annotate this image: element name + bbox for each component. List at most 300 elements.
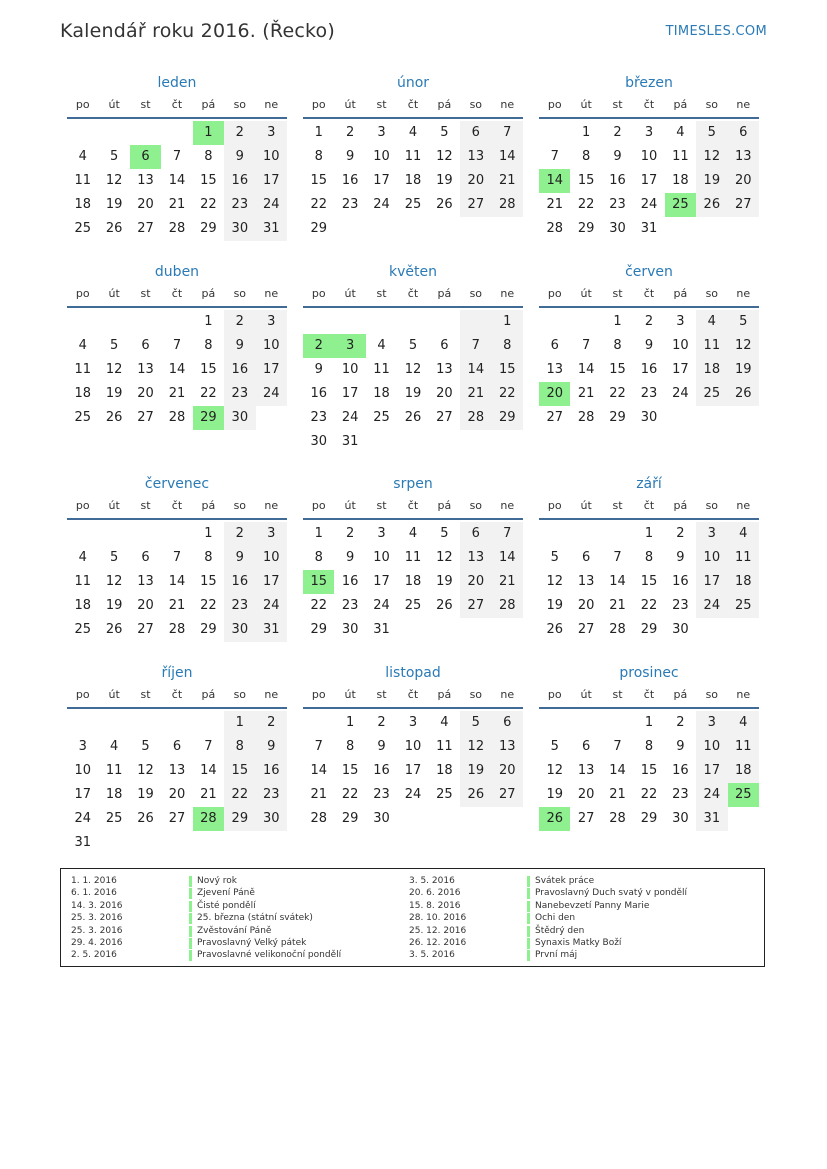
empty-cell bbox=[67, 711, 98, 735]
day-cell: 1 bbox=[193, 121, 224, 145]
day-cell: 13 bbox=[460, 546, 491, 570]
day-cell: 15 bbox=[640, 574, 658, 589]
day-cell: 29 bbox=[200, 622, 217, 637]
day-grid bbox=[67, 522, 287, 642]
day-cell: 17 bbox=[640, 173, 658, 188]
weekday-label: so bbox=[233, 688, 247, 701]
day-cell: 28 bbox=[310, 811, 327, 826]
day-cell: 19 bbox=[436, 574, 453, 589]
day-cell: 29 bbox=[492, 406, 523, 430]
day-cell: 26 bbox=[105, 410, 123, 425]
weekday-label: út bbox=[580, 98, 592, 111]
day-cell: 24 bbox=[256, 193, 287, 217]
day-cell: 28 bbox=[492, 594, 523, 618]
empty-cell bbox=[460, 217, 491, 241]
weekday-label: ne bbox=[736, 499, 751, 512]
month-srpen bbox=[303, 474, 523, 642]
day-cell: 11 bbox=[672, 149, 689, 164]
day-cell: 8 bbox=[644, 739, 654, 754]
day-cell: 23 bbox=[224, 382, 255, 406]
day-cell: 21 bbox=[609, 787, 626, 802]
day-cell: 16 bbox=[672, 763, 689, 778]
empty-cell bbox=[492, 618, 523, 642]
day-cell: 20 bbox=[137, 386, 154, 401]
weekday-label: so bbox=[469, 98, 483, 111]
day-cell: 31 bbox=[640, 221, 658, 236]
weekday-label: út bbox=[108, 287, 120, 300]
weekday-label: pá bbox=[673, 688, 688, 701]
day-cell: 10 bbox=[373, 550, 390, 565]
day-cell: 6 bbox=[130, 145, 161, 169]
weekday-label: ne bbox=[736, 287, 751, 300]
day-cell: 5 bbox=[460, 711, 491, 735]
day-cell: 25 bbox=[373, 410, 390, 425]
weekday-label: čt bbox=[407, 98, 419, 111]
weekday-label: pá bbox=[437, 499, 452, 512]
day-cell: 4 bbox=[78, 338, 87, 353]
legend-date: 25. 3. 2016 bbox=[71, 913, 123, 924]
page-title: Kalendář roku 2016. (Řecko) bbox=[60, 20, 335, 42]
day-cell: 3 bbox=[256, 310, 287, 334]
day-cell: 12 bbox=[436, 550, 453, 565]
day-cell: 17 bbox=[404, 763, 422, 778]
day-cell: 8 bbox=[581, 149, 591, 164]
holiday-color-marker bbox=[189, 876, 192, 887]
day-cell: 16 bbox=[341, 173, 359, 188]
weekday-label: pá bbox=[437, 98, 452, 111]
day-cell: 12 bbox=[105, 173, 123, 188]
day-cell: 30 bbox=[640, 410, 658, 425]
day-cell: 6 bbox=[581, 550, 591, 565]
day-cell: 22 bbox=[200, 386, 217, 401]
empty-cell bbox=[67, 121, 98, 145]
weekday-label: st bbox=[140, 499, 151, 512]
weekday-label: čt bbox=[171, 688, 183, 701]
month-name: únor bbox=[396, 75, 430, 91]
day-cell: 14 bbox=[609, 574, 626, 589]
day-cell: 3 bbox=[676, 314, 685, 329]
day-cell: 22 bbox=[200, 598, 217, 613]
empty-cell bbox=[492, 430, 523, 454]
month-name: červen bbox=[625, 264, 673, 280]
empty-cell bbox=[570, 522, 601, 546]
day-cell: 4 bbox=[78, 149, 87, 164]
empty-cell bbox=[366, 430, 397, 454]
day-cell: 16 bbox=[640, 362, 658, 377]
day-cell: 26 bbox=[546, 622, 563, 637]
day-cell: 3 bbox=[696, 522, 727, 546]
holiday-color-marker bbox=[527, 888, 530, 899]
day-cell: 2 bbox=[676, 715, 685, 730]
day-cell: 17 bbox=[74, 787, 91, 802]
day-cell: 24 bbox=[696, 783, 727, 807]
day-cell: 29 bbox=[310, 622, 327, 637]
holiday-color-marker bbox=[527, 938, 530, 949]
day-cell: 25 bbox=[74, 622, 91, 637]
empty-cell bbox=[130, 310, 161, 334]
day-cell: 28 bbox=[460, 406, 491, 430]
day-cell: 30 bbox=[224, 618, 255, 642]
weekday-label: pá bbox=[673, 287, 688, 300]
day-cell: 9 bbox=[224, 145, 255, 169]
weekday-label: út bbox=[580, 287, 592, 300]
day-cell: 18 bbox=[74, 197, 91, 212]
weekday-label: so bbox=[233, 98, 247, 111]
legend-holiday-name: Synaxis Matky Boží bbox=[535, 937, 622, 948]
day-cell: 5 bbox=[408, 338, 418, 353]
empty-cell bbox=[429, 807, 460, 831]
empty-cell bbox=[366, 217, 397, 241]
day-cell: 22 bbox=[341, 787, 359, 802]
day-cell: 29 bbox=[341, 811, 359, 826]
month-name: květen bbox=[389, 264, 437, 280]
day-cell: 28 bbox=[193, 807, 224, 831]
weekday-header bbox=[67, 685, 287, 709]
day-cell: 7 bbox=[314, 739, 323, 754]
day-cell: 13 bbox=[137, 173, 154, 188]
day-cell: 24 bbox=[341, 410, 359, 425]
day-cell: 24 bbox=[404, 787, 422, 802]
weekday-label: so bbox=[233, 287, 247, 300]
day-cell: 10 bbox=[256, 546, 287, 570]
day-cell: 4 bbox=[728, 522, 759, 546]
day-cell: 9 bbox=[613, 149, 622, 164]
day-cell: 28 bbox=[168, 221, 186, 236]
legend-date: 25. 12. 2016 bbox=[409, 925, 467, 936]
day-cell: 18 bbox=[404, 574, 422, 589]
month-únor bbox=[303, 73, 523, 241]
day-cell: 9 bbox=[345, 550, 355, 565]
day-cell: 5 bbox=[109, 550, 119, 565]
weekday-label: út bbox=[108, 688, 120, 701]
day-cell: 8 bbox=[345, 739, 355, 754]
day-cell: 2 bbox=[303, 334, 334, 358]
weekday-header bbox=[67, 95, 287, 119]
day-cell: 1 bbox=[644, 526, 654, 541]
day-cell: 5 bbox=[440, 526, 449, 541]
day-cell: 26 bbox=[105, 622, 123, 637]
day-cell: 20 bbox=[460, 570, 491, 594]
day-cell: 31 bbox=[373, 622, 390, 637]
weekday-label: út bbox=[580, 688, 592, 701]
day-cell: 30 bbox=[609, 221, 626, 236]
site-link[interactable]: TIMESLES.COM bbox=[665, 24, 767, 39]
weekday-label: po bbox=[75, 688, 90, 701]
empty-cell bbox=[67, 310, 98, 334]
day-cell: 8 bbox=[314, 550, 323, 565]
day-cell: 24 bbox=[373, 197, 390, 212]
day-cell: 21 bbox=[492, 169, 523, 193]
legend-date: 1. 1. 2016 bbox=[71, 876, 117, 886]
day-cell: 22 bbox=[640, 598, 658, 613]
day-cell: 13 bbox=[168, 763, 186, 778]
legend-date: 15. 8. 2016 bbox=[409, 900, 461, 911]
day-cell: 10 bbox=[256, 334, 287, 358]
day-cell: 2 bbox=[345, 526, 355, 541]
empty-cell bbox=[602, 711, 633, 735]
day-cell: 15 bbox=[303, 570, 334, 594]
day-cell: 19 bbox=[404, 386, 422, 401]
day-cell: 27 bbox=[728, 193, 759, 217]
day-cell: 8 bbox=[204, 338, 213, 353]
day-cell: 21 bbox=[200, 787, 217, 802]
day-cell: 27 bbox=[137, 410, 154, 425]
day-cell: 25 bbox=[74, 221, 91, 236]
day-cell: 15 bbox=[640, 763, 658, 778]
day-cell: 13 bbox=[137, 574, 154, 589]
day-cell: 14 bbox=[310, 763, 327, 778]
day-cell: 17 bbox=[696, 570, 727, 594]
empty-cell bbox=[460, 310, 491, 334]
holiday-color-marker bbox=[189, 938, 192, 949]
day-cell: 18 bbox=[74, 386, 91, 401]
day-cell: 7 bbox=[172, 550, 182, 565]
weekday-label: pá bbox=[201, 98, 216, 111]
day-cell: 11 bbox=[373, 362, 390, 377]
day-cell: 23 bbox=[224, 193, 255, 217]
day-cell: 2 bbox=[224, 121, 255, 145]
empty-cell bbox=[397, 430, 428, 454]
weekday-label: ne bbox=[736, 688, 751, 701]
day-cell: 25 bbox=[74, 410, 91, 425]
empty-cell bbox=[429, 618, 460, 642]
day-grid bbox=[303, 121, 523, 241]
day-cell: 22 bbox=[609, 386, 626, 401]
day-cell: 7 bbox=[613, 739, 622, 754]
day-cell: 12 bbox=[696, 145, 727, 169]
weekday-label: st bbox=[140, 98, 151, 111]
day-cell: 12 bbox=[728, 334, 759, 358]
day-cell: 25 bbox=[404, 598, 422, 613]
day-cell: 5 bbox=[440, 125, 449, 140]
day-cell: 19 bbox=[728, 358, 759, 382]
weekday-label: pá bbox=[673, 98, 688, 111]
weekday-header bbox=[67, 496, 287, 520]
day-cell: 1 bbox=[204, 526, 213, 541]
day-cell: 1 bbox=[204, 314, 213, 329]
day-cell: 25 bbox=[404, 197, 422, 212]
day-cell: 19 bbox=[546, 598, 563, 613]
weekday-header bbox=[303, 284, 523, 308]
day-cell: 12 bbox=[436, 149, 453, 164]
day-cell: 2 bbox=[345, 125, 355, 140]
day-cell: 13 bbox=[728, 145, 759, 169]
day-cell: 18 bbox=[105, 787, 123, 802]
day-cell: 4 bbox=[109, 739, 119, 754]
day-cell: 19 bbox=[436, 173, 453, 188]
day-cell: 8 bbox=[492, 334, 523, 358]
legend-date: 6. 1. 2016 bbox=[71, 888, 117, 899]
weekday-label: ne bbox=[264, 98, 279, 111]
month-name: leden bbox=[157, 75, 197, 91]
empty-cell bbox=[193, 831, 224, 855]
day-cell: 3 bbox=[408, 715, 418, 730]
empty-cell bbox=[397, 310, 428, 334]
empty-cell bbox=[334, 217, 365, 241]
day-cell: 29 bbox=[640, 811, 658, 826]
weekday-label: st bbox=[376, 499, 387, 512]
legend-holiday-name: Zjevení Páně bbox=[197, 888, 255, 899]
weekday-label: čt bbox=[643, 499, 655, 512]
day-grid bbox=[539, 310, 759, 430]
day-cell: 22 bbox=[310, 598, 327, 613]
day-cell: 19 bbox=[137, 787, 154, 802]
weekday-label: po bbox=[547, 688, 562, 701]
weekday-label: út bbox=[580, 499, 592, 512]
weekday-label: so bbox=[469, 499, 483, 512]
day-cell: 21 bbox=[168, 386, 186, 401]
day-cell: 12 bbox=[105, 574, 123, 589]
empty-cell bbox=[397, 217, 428, 241]
day-cell: 20 bbox=[577, 598, 595, 613]
day-cell: 24 bbox=[696, 594, 727, 618]
empty-cell bbox=[539, 310, 570, 334]
day-cell: 19 bbox=[460, 759, 491, 783]
weekday-header bbox=[67, 284, 287, 308]
weekday-label: čt bbox=[171, 287, 183, 300]
weekday-label: st bbox=[376, 287, 387, 300]
weekday-label: so bbox=[705, 287, 719, 300]
day-cell: 10 bbox=[640, 149, 658, 164]
weekday-label: po bbox=[547, 98, 562, 111]
day-cell: 21 bbox=[460, 382, 491, 406]
day-cell: 31 bbox=[256, 217, 287, 241]
empty-cell bbox=[130, 522, 161, 546]
month-name: prosinec bbox=[619, 665, 679, 681]
holiday-color-marker bbox=[189, 950, 192, 961]
day-cell: 1 bbox=[581, 125, 591, 140]
day-grid bbox=[67, 310, 287, 430]
weekday-label: čt bbox=[407, 499, 419, 512]
legend-date: 2. 5. 2016 bbox=[71, 950, 117, 961]
weekday-label: ne bbox=[500, 499, 515, 512]
weekday-label: pá bbox=[437, 688, 452, 701]
day-cell: 7 bbox=[581, 338, 591, 353]
day-cell: 26 bbox=[728, 382, 759, 406]
day-cell: 7 bbox=[492, 121, 523, 145]
empty-cell bbox=[130, 711, 161, 735]
month-květen bbox=[303, 262, 523, 454]
day-cell: 17 bbox=[373, 574, 390, 589]
legend-holiday-name: Pravoslavný Duch svatý v pondělí bbox=[535, 888, 687, 899]
day-cell: 28 bbox=[492, 193, 523, 217]
legend-holiday-name: 25. března (státní svátek) bbox=[197, 913, 313, 924]
weekday-label: ne bbox=[736, 98, 751, 111]
day-cell: 6 bbox=[550, 338, 559, 353]
day-cell: 9 bbox=[676, 739, 685, 754]
legend-holiday-name: Svátek práce bbox=[535, 876, 595, 886]
day-cell: 26 bbox=[696, 193, 727, 217]
day-cell: 17 bbox=[341, 386, 359, 401]
day-cell: 30 bbox=[256, 807, 287, 831]
day-cell: 11 bbox=[404, 550, 422, 565]
day-cell: 7 bbox=[492, 522, 523, 546]
empty-cell bbox=[98, 831, 129, 855]
day-cell: 6 bbox=[492, 711, 523, 735]
day-cell: 22 bbox=[492, 382, 523, 406]
day-grid bbox=[539, 711, 759, 831]
day-cell: 10 bbox=[696, 735, 727, 759]
empty-cell bbox=[665, 406, 696, 430]
day-cell: 3 bbox=[334, 334, 365, 358]
legend-date: 26. 12. 2016 bbox=[409, 937, 467, 948]
day-cell: 31 bbox=[341, 434, 359, 449]
day-cell: 26 bbox=[436, 598, 453, 613]
day-cell: 28 bbox=[168, 410, 186, 425]
empty-cell bbox=[492, 807, 523, 831]
month-name: srpen bbox=[393, 476, 433, 492]
day-cell: 20 bbox=[492, 759, 523, 783]
day-cell: 17 bbox=[672, 362, 689, 377]
day-cell: 9 bbox=[224, 546, 255, 570]
empty-cell bbox=[570, 310, 601, 334]
day-cell: 20 bbox=[168, 787, 186, 802]
weekday-label: čt bbox=[643, 287, 655, 300]
holiday-color-marker bbox=[527, 876, 530, 887]
day-cell: 7 bbox=[172, 338, 182, 353]
day-cell: 12 bbox=[137, 763, 154, 778]
month-name: říjen bbox=[161, 665, 193, 681]
empty-cell bbox=[161, 711, 192, 735]
empty-cell bbox=[460, 430, 491, 454]
empty-cell bbox=[161, 121, 192, 145]
day-cell: 9 bbox=[377, 739, 386, 754]
weekday-label: po bbox=[311, 98, 326, 111]
day-cell: 2 bbox=[613, 125, 622, 140]
day-cell: 23 bbox=[672, 598, 689, 613]
day-cell: 15 bbox=[200, 362, 217, 377]
day-cell: 8 bbox=[314, 149, 323, 164]
day-cell: 26 bbox=[460, 783, 491, 807]
empty-cell bbox=[98, 310, 129, 334]
day-cell: 26 bbox=[539, 807, 570, 831]
day-grid bbox=[303, 711, 523, 831]
weekday-label: st bbox=[140, 287, 151, 300]
day-cell: 16 bbox=[224, 169, 255, 193]
day-cell: 15 bbox=[224, 759, 255, 783]
day-cell: 7 bbox=[172, 149, 182, 164]
weekday-label: st bbox=[376, 98, 387, 111]
empty-cell bbox=[193, 711, 224, 735]
weekday-label: po bbox=[75, 287, 90, 300]
weekday-label: st bbox=[612, 98, 623, 111]
empty-cell bbox=[98, 121, 129, 145]
legend-holiday-name: Ochi den bbox=[535, 913, 576, 924]
weekday-label: po bbox=[547, 287, 562, 300]
day-cell: 27 bbox=[460, 193, 491, 217]
day-cell: 20 bbox=[460, 169, 491, 193]
month-září bbox=[539, 474, 759, 642]
empty-cell bbox=[256, 831, 287, 855]
day-cell: 5 bbox=[141, 739, 150, 754]
day-cell: 29 bbox=[609, 410, 626, 425]
empty-cell bbox=[130, 121, 161, 145]
day-cell: 23 bbox=[341, 197, 359, 212]
day-cell: 14 bbox=[492, 546, 523, 570]
day-cell: 19 bbox=[546, 787, 563, 802]
day-cell: 10 bbox=[341, 362, 359, 377]
weekday-label: st bbox=[612, 287, 623, 300]
day-cell: 5 bbox=[550, 550, 559, 565]
weekday-label: út bbox=[344, 499, 356, 512]
day-cell: 30 bbox=[224, 217, 255, 241]
day-grid bbox=[67, 121, 287, 241]
day-cell: 24 bbox=[373, 598, 390, 613]
day-cell: 10 bbox=[404, 739, 422, 754]
day-cell: 4 bbox=[696, 310, 727, 334]
day-cell: 22 bbox=[224, 783, 255, 807]
day-cell: 4 bbox=[440, 715, 449, 730]
